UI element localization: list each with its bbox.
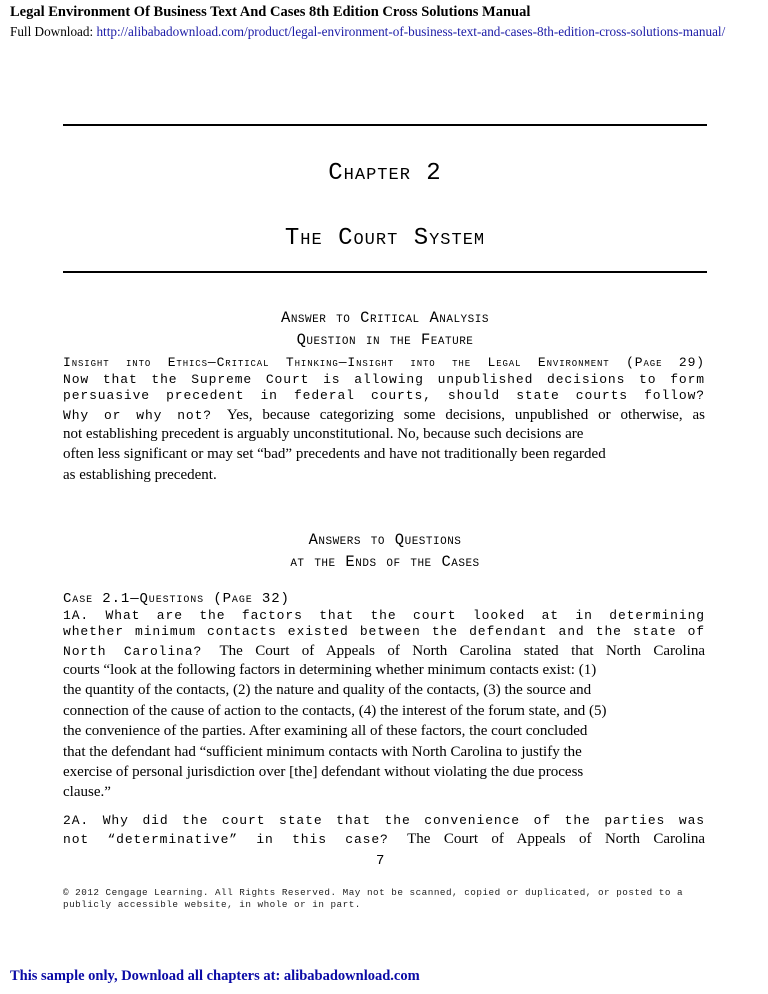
question-label: Insight into Ethics—Critical Thinking—Insight into the Legal Environment (Page 29) xyxy=(63,355,705,370)
answer-line: as establishing precedent. xyxy=(63,466,217,483)
a1-line: exercise of personal jurisdiction over [the] defendant without violating the due process xyxy=(63,764,584,781)
download-link[interactable]: http://alibabadownload.com/product/legal-environment-of-business-text-and-cases-8th-edition-cross-solutions-manual/ xyxy=(96,24,726,39)
a1-text xyxy=(63,660,705,803)
a1-line: the convenience of the parties. After examining all of these factors, the court concluded xyxy=(63,723,588,740)
a1-line: that the defendant had “sufficient minimum contacts with North Carolina to justify the xyxy=(63,743,582,760)
footer-download-note[interactable]: This sample only, Download all chapters at: alibabadownload.com xyxy=(10,968,420,984)
q1-line: whether minimum contacts existed between the defendant and the state of xyxy=(63,624,705,639)
case-label: Case 2.1—Questions (Page 32) xyxy=(63,591,290,607)
question-line: Now that the Supreme Court is allowing unpublished decisions to form xyxy=(63,371,705,387)
section2-heading xyxy=(63,529,707,573)
q2-line: not “determinative” in this case? xyxy=(63,832,389,848)
a1-line: connection of the cause of action to the contacts, (4) the interest of the forum state, and (5) xyxy=(63,702,607,719)
q1-line: North Carolina? xyxy=(63,643,203,659)
download-label: Full Download: xyxy=(10,24,94,39)
bottom-rule xyxy=(63,271,707,273)
section1-heading-line1: Answer to Critical Analysis xyxy=(281,309,489,327)
q2-answer-line xyxy=(63,831,705,849)
answer-text xyxy=(63,424,705,485)
question-line: persuasive precedent in federal courts, should state courts follow? xyxy=(63,388,705,403)
section2-heading-line2: at the Ends of the Cases xyxy=(290,553,480,571)
q1-line: 1A. What are the factors that the court looked at in determining xyxy=(63,607,705,623)
a2-first: The Court of Appeals of North Carolina xyxy=(407,831,705,848)
q2-line: 2A. Why did the court state that the convenience of the parties was xyxy=(63,812,705,828)
chapter-number: Chapter 2 xyxy=(328,160,442,187)
download-line xyxy=(10,24,768,40)
section2-heading-line1: Answers to Questions xyxy=(308,531,462,549)
document-title: Legal Environment Of Business Text And Cases 8th Edition Cross Solutions Manual xyxy=(10,4,531,20)
page-number: 7 xyxy=(376,853,385,869)
section1-heading xyxy=(63,307,707,351)
a1-line: courts “look at the following factors in determining whether minimum contacts exist: (1) xyxy=(63,662,597,678)
question-line: Why or why not? xyxy=(63,407,213,423)
chapter-title: The Court System xyxy=(284,225,486,252)
section1-heading-line2: Question in the Feature xyxy=(296,331,474,349)
section2-body xyxy=(63,591,705,849)
answer-first: Yes, because categorizing some decisions, unpublished or otherwise, as xyxy=(226,406,705,423)
answer-line: not establishing precedent is arguably unconstitutional. No, because such decisions are xyxy=(63,426,584,442)
a1-first: The Court of Appeals of North Carolina stated that North Carolina xyxy=(219,642,705,659)
question-answer-line xyxy=(63,407,705,425)
section1-body xyxy=(63,355,705,485)
a1-line: clause.” xyxy=(63,784,111,801)
q1-answer-line xyxy=(63,643,705,661)
a1-line: the quantity of the contacts, (2) the nature and quality of the contacts, (3) the source and xyxy=(63,682,592,699)
answer-line: often less significant or may set “bad” precedents and have not traditionally been regarded xyxy=(63,446,606,463)
copyright-notice: © 2012 Cengage Learning. All Rights Reserved. May not be scanned, copied or duplicated, or posted to a publicly accessible website, in whole or in part. xyxy=(63,887,684,910)
top-rule xyxy=(63,124,707,126)
